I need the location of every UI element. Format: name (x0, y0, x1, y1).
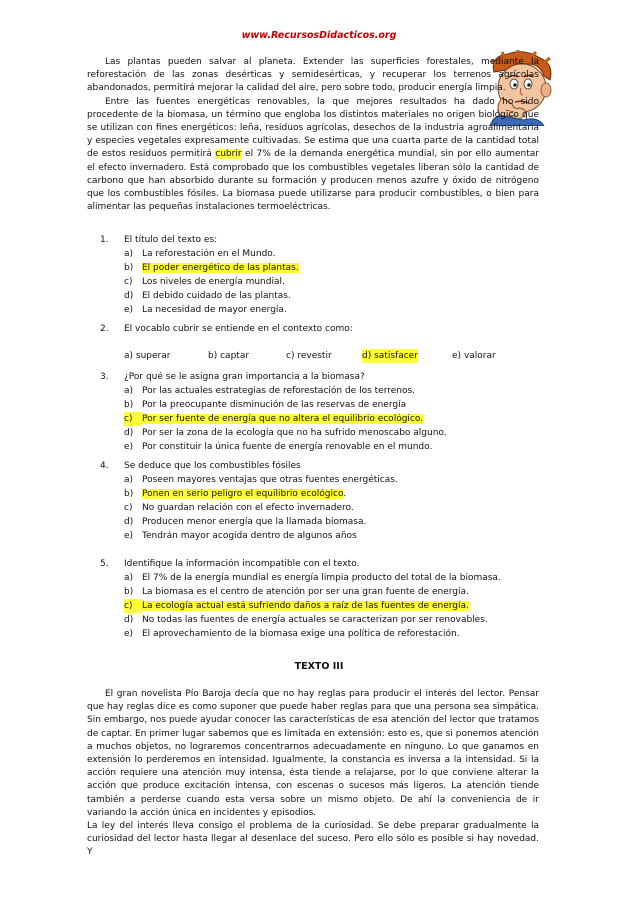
answer-options-row (100, 349, 540, 363)
reading-passage-1 (87, 56, 539, 214)
question-stem (100, 459, 540, 473)
question-number: 4. (100, 461, 109, 471)
question-text: ¿Por qué se le asigna gran importancia a la biomasa? (124, 372, 365, 382)
answer-option: a) superar (124, 351, 171, 361)
question-stem (100, 370, 540, 384)
question-1 (100, 233, 540, 317)
question-text: Identifique la información incompatible con el texto. (124, 559, 360, 569)
answer-option: c) No guardan relación con el efecto invernadero. (124, 503, 354, 513)
question-number: 1. (100, 235, 109, 245)
answer-option: e) La necesidad de mayor energía. (124, 305, 287, 315)
answer-option: a) La reforestación en el Mundo. (124, 249, 276, 259)
page-header-url: www.RecursosDidacticos.org (241, 30, 397, 41)
answer-option: e) Por constituir la única fuente de energía renovable en el mundo. (124, 442, 433, 452)
answer-option: b) La biomasa es el centro de atención por ser una gran fuente de energía. (124, 587, 469, 597)
answer-option: e) valorar (452, 351, 496, 361)
question-number: 3. (100, 372, 109, 382)
answer-option: d) Por ser la zona de la ecología que no ha sufrido menoscabo alguno. (124, 428, 447, 438)
question-number: 2. (100, 324, 109, 334)
answer-option-selected: b) Ponen en serio peligro el equilibrio ecológico. (124, 489, 347, 499)
answer-option: c) revestir (286, 351, 332, 361)
answer-option: a) Por las actuales estrategias de reforestación de los terrenos. (124, 386, 416, 396)
question-text: El vocablo cubrir se entiende en el contexto como: (124, 324, 353, 334)
question-4 (100, 459, 540, 543)
answer-option: b) Por la preocupante disminución de las reservas de energía (124, 400, 407, 410)
question-text: Se deduce que los combustibles fósiles (124, 461, 301, 471)
answer-option-selected: d) satisfacer (362, 351, 418, 361)
answer-option-selected: c) La ecología actual está sufriendo daños a raíz de las fuentes de energía. (124, 601, 469, 611)
paragraph-text: La ley del interés lleva consigo el problema de la curiosidad. Se debe preparar gradualmente la curiosidad del lector hasta llegar al desenlace del suceso. Pero ello sólo es posible si hay novedad. Y (87, 821, 539, 858)
answer-option: d) El debido cuidado de las plantas. (124, 291, 291, 301)
question-5 (100, 557, 540, 641)
question-number: 5. (100, 559, 109, 569)
question-stem (100, 233, 540, 247)
question-2 (100, 322, 540, 363)
passage-paragraph (87, 688, 539, 820)
answer-option-selected: c) Por ser fuente de energía que no altera el equilibrio ecológico. (124, 414, 424, 424)
answer-option: a) El 7% de la energía mundial es energía limpia producto del total de la biomasa. (124, 573, 501, 583)
answer-option: e) Tendrán mayor acogida dentro de algunos años (124, 531, 357, 541)
paragraph-text: El gran novelista Pío Baroja decía que no hay reglas para producir el interés del lector. Pensar que hay reglas dice es como suponer que puede haber reglas para que una persona sea simpática. Sin embargo, nos puede ayudar conocer las características de esa atención del lector que tratamos de captar. En primer lugar sabemos que es limitada en extensión: esto es, que si ponemos atención a muchos objetos, no lograremos concentrarnos adecuadamente en ninguno. Lo que ganamos en extensión lo perderemos en intensidad. Igualmente, la constancia es inversa a la intensidad. Si la acción requiere una atención muy intensa, ésta tiende a relajarse, por lo que conviene alterar la acción que produce excitación intensa, con escenas o sucesos más ligeros. La atención tiende también a perderse cuando esta versa sobre un mismo objeto. De ahí la conveniencia de ir variando la acción única en incidentes y episodios. (87, 689, 539, 818)
answer-option-selected: b) El poder energético de las plantas. (124, 263, 299, 273)
passage-paragraph (87, 820, 539, 860)
reading-passage-3 (87, 688, 539, 860)
answer-option: c) Los niveles de energía mundial. (124, 277, 285, 287)
paragraph-text: el 7% de la demanda energética mundial, sin por ello aumentar el efecto invernadero. Está comprobado que los combustibles vegetales liberan sólo la cantidad de carbono que han absorbido durante su formación y producen menos azufre y óxido de nitrógeno que los combustibles fósiles. La biomasa puede utilizarse para producir combustibles, o bien para alimentar las pequeñas instalaciones termoeléctricas. (87, 149, 539, 213)
highlighted-word: cubrir (215, 149, 242, 160)
question-text: El título del texto es: (124, 235, 218, 245)
answer-option: b) captar (208, 351, 250, 361)
section-title: TEXTO III (294, 661, 344, 672)
answer-option: d) No todas las fuentes de energía actuales se caracterizan por ser renovables. (124, 615, 488, 625)
question-3 (100, 370, 540, 454)
answer-option: d) Producen menor energía que la llamada biomasa. (124, 517, 367, 527)
paragraph-text: Entre las fuentes energéticas renovables, la que mejores resultados ha dado ho sido procedente de la biomasa, un término que engloba los distintos materiales no origen biológico que se utilizan con fines energéticos: leña, residuos agrícolas, desechos de la industria agroalimentaria y especies vegetales expresamente cultivadas. Se estima que una cuarta parte de la cantidad total de estos residuos permitirá (87, 96, 539, 160)
question-stem (100, 557, 540, 571)
question-stem (100, 322, 540, 336)
answer-option: a) Poseen mayores ventajas que otras fuentes energéticas. (124, 475, 398, 485)
answer-option: e) El aprovechamiento de la biomasa exige una política de reforestación. (124, 629, 460, 639)
passage-paragraph (87, 96, 539, 215)
paragraph-text: Las plantas pueden salvar al planeta. Extender las superficies forestales, mediante la reforestación de las zonas desérticas y semidesérticas, y recuperar los terrenos agrícolas abandonados, permitirá mejorar la calidad del aire, pero sobre todo, producir energía limpia. (87, 57, 539, 94)
passage-paragraph (87, 56, 539, 96)
